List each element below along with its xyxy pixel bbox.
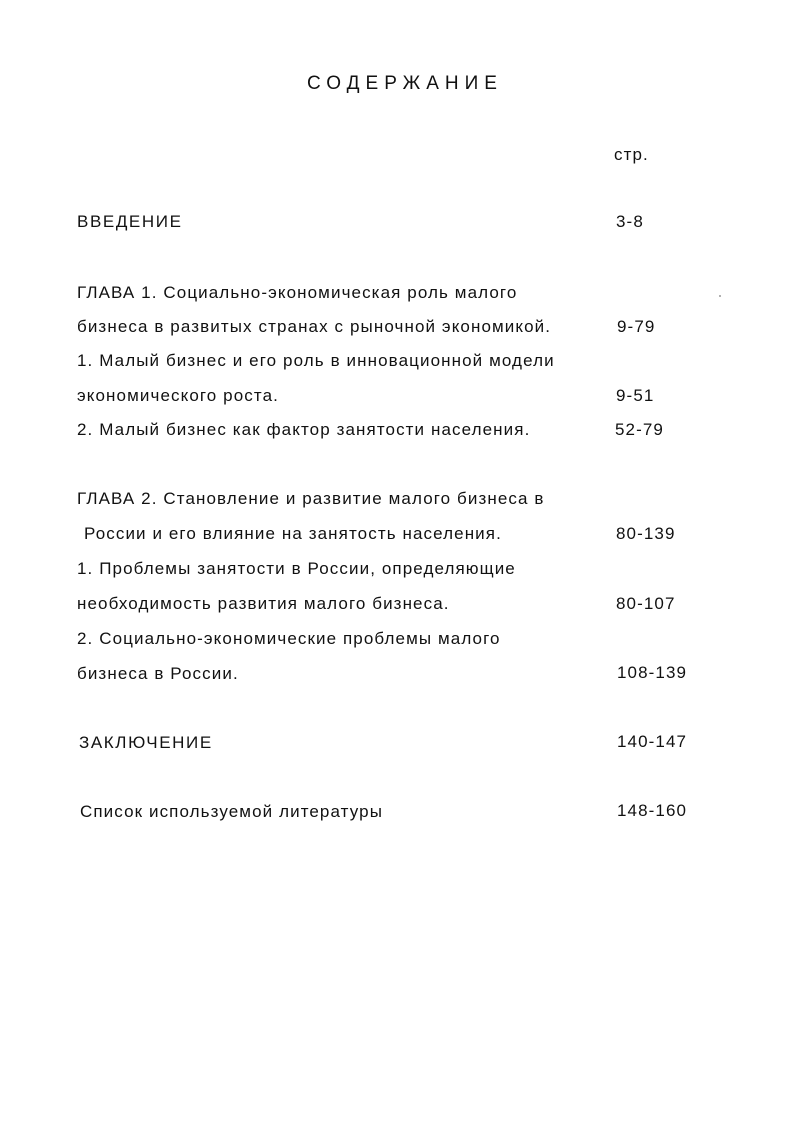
toc-conclusion-pages: 140-147	[617, 732, 688, 751]
toc-intro-title: ВВЕДЕНИЕ	[77, 212, 183, 231]
toc-conclusion-title: ЗАКЛЮЧЕНИЕ	[79, 733, 213, 752]
toc-ch2-section2-line2: бизнеса в России.	[77, 664, 239, 683]
toc-ch2-section1-line1: 1. Проблемы занятости в России, определяющие	[77, 559, 516, 578]
toc-references-title: Список используемой литературы	[80, 802, 384, 821]
toc-chapter2-title-line2: России и его влияние на занятость населения.	[84, 524, 502, 543]
scan-speck	[719, 295, 721, 297]
page-column-label: стр.	[614, 145, 649, 164]
toc-ch2-section2-pages: 108-139	[617, 663, 688, 682]
toc-ch1-section2-line1: 2. Малый бизнес как фактор занятости населения.	[77, 420, 531, 439]
toc-ch1-section1-pages: 9-51	[616, 386, 655, 405]
toc-references-pages: 148-160	[617, 801, 688, 820]
page-title: СОДЕРЖАНИЕ	[307, 73, 503, 94]
toc-ch1-section1-line1: 1. Малый бизнес и его роль в инновационной модели	[77, 351, 555, 370]
toc-ch2-section2-line1: 2. Социально-экономические проблемы малого	[77, 629, 501, 648]
toc-intro-pages: 3-8	[616, 212, 644, 231]
toc-ch1-section1-line2: экономического роста.	[77, 386, 279, 405]
toc-chapter2-pages: 80-139	[616, 524, 676, 543]
toc-chapter2-title-line1: ГЛАВА 2. Становление и развитие малого бизнеса в	[77, 489, 545, 508]
toc-ch1-section2-pages: 52-79	[615, 420, 664, 439]
toc-chapter1-pages: 9-79	[617, 317, 656, 336]
toc-ch2-section1-line2: необходимость развития малого бизнеса.	[77, 594, 450, 613]
toc-chapter1-title-line1: ГЛАВА 1. Социально-экономическая роль малого	[77, 283, 518, 302]
toc-ch2-section1-pages: 80-107	[616, 594, 676, 613]
toc-chapter1-title-line2: бизнеса в развитых странах с рыночной экономикой.	[77, 317, 552, 336]
